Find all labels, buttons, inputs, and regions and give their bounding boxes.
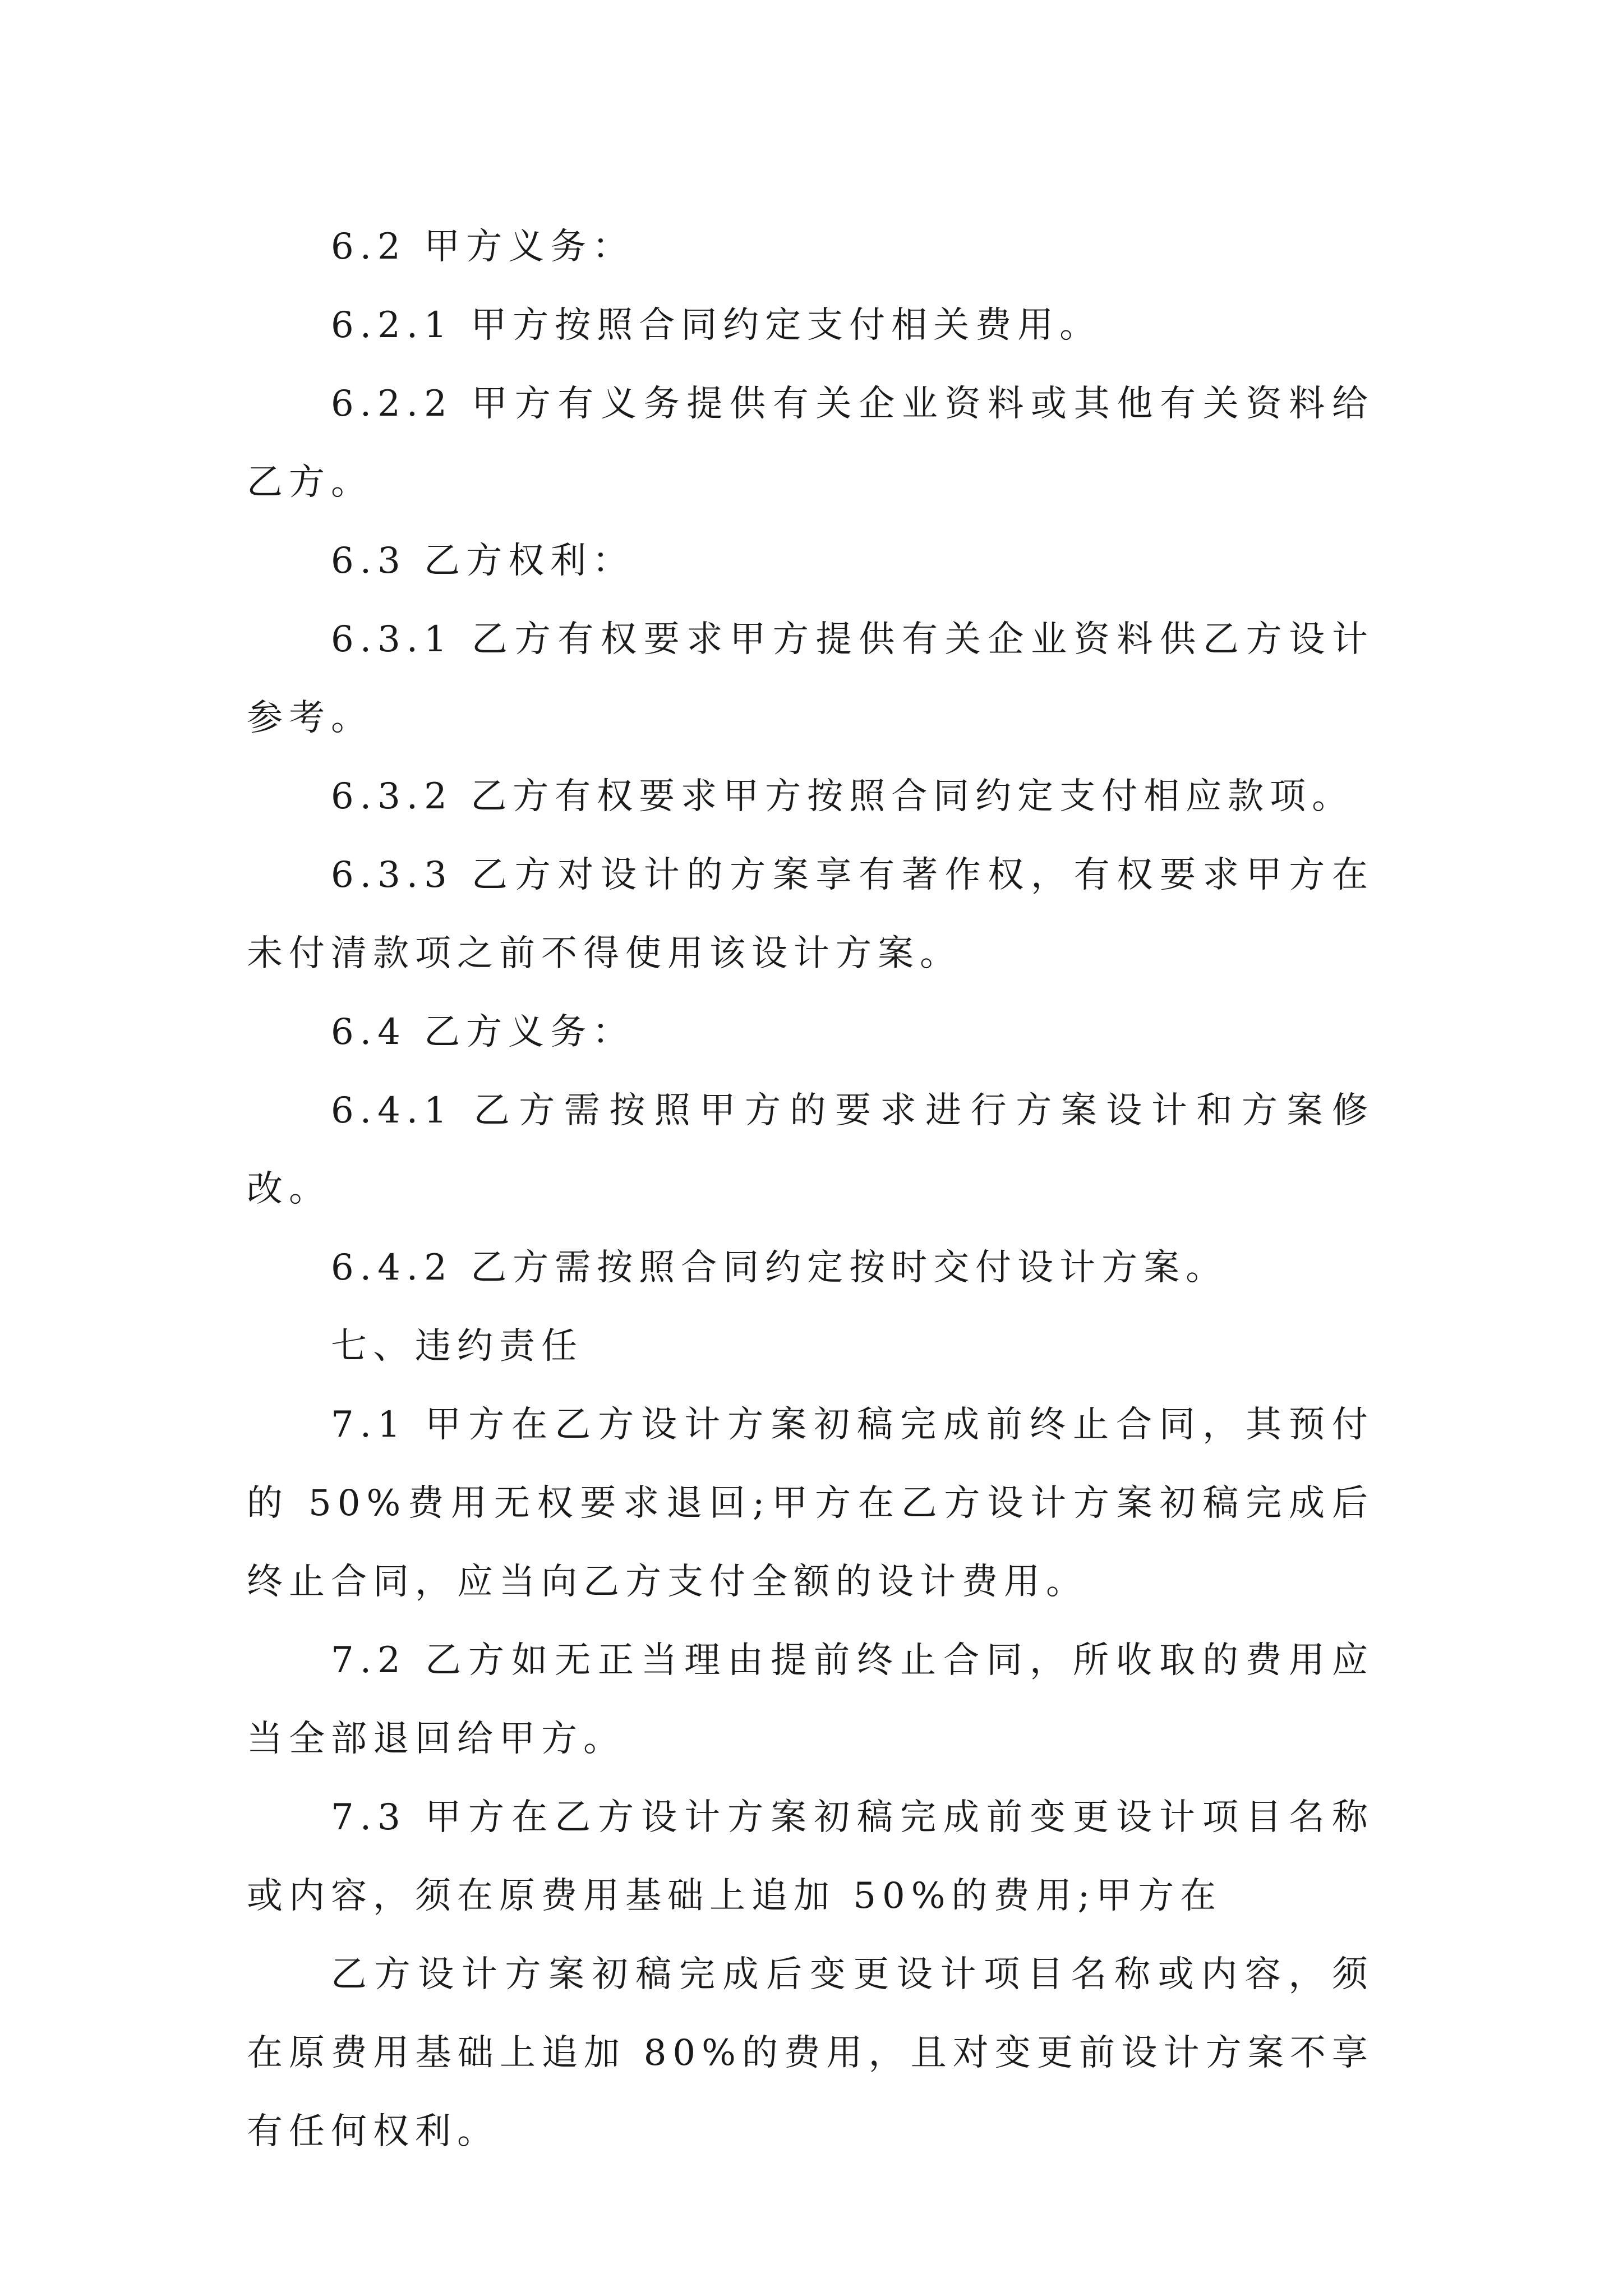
paragraph-7-2: 7.2 乙方如无正当理由提前终止合同，所收取的费用应当全部退回给甲方。 xyxy=(247,1640,1374,1760)
paragraph-6-4-1: 6.4.1 乙方需按照甲方的要求进行方案设计和方案修改。 xyxy=(247,1090,1374,1210)
paragraph-6-4-2: 6.4.2 乙方需按照合同约定按时交付设计方案。 xyxy=(331,1247,1228,1289)
paragraph-7-3: 7.3 甲方在乙方设计方案初稿完成前变更设计项目名称或内容，须在原费用基础上追加 50%的费用;甲方在 xyxy=(247,1797,1374,1917)
paragraph-6-2-1: 6.2.1 甲方按照合同约定支付相关费用。 xyxy=(331,305,1102,346)
section-heading-breach-liability: 七、违约责任 xyxy=(331,1326,583,1367)
paragraph-6-2: 6.2 甲方义务： xyxy=(331,226,635,268)
document-body xyxy=(247,0,1374,2171)
paragraph-6-3-1: 6.3.1 乙方有权要求甲方提供有关企业资料供乙方设计参考。 xyxy=(247,619,1374,739)
paragraph-6-2-2: 6.2.2 甲方有义务提供有关企业资料或其他有关资料给乙方。 xyxy=(247,383,1374,503)
paragraph-6-4: 6.4 乙方义务： xyxy=(331,1011,635,1053)
paragraph-7-1: 7.1 甲方在乙方设计方案初稿完成前终止合同，其预付的 50%费用无权要求退回;甲方在乙方设计方案初稿完成后终止合同，应当向乙方支付全额的设计费用。 xyxy=(247,1404,1374,1603)
paragraph-6-3-3: 6.3.3 乙方对设计的方案享有著作权，有权要求甲方在未付清款项之前不得使用该设计方案。 xyxy=(247,854,1374,974)
paragraph-6-3-2: 6.3.2 乙方有权要求甲方按照合同约定支付相应款项。 xyxy=(331,776,1354,817)
paragraph-6-3: 6.3 乙方权利： xyxy=(331,540,635,582)
paragraph-7-3-continued: 乙方设计方案初稿完成后变更设计项目名称或内容，须在原费用基础上追加 80%的费用，且对变更前设计方案不享有任何权利。 xyxy=(247,1954,1374,2152)
